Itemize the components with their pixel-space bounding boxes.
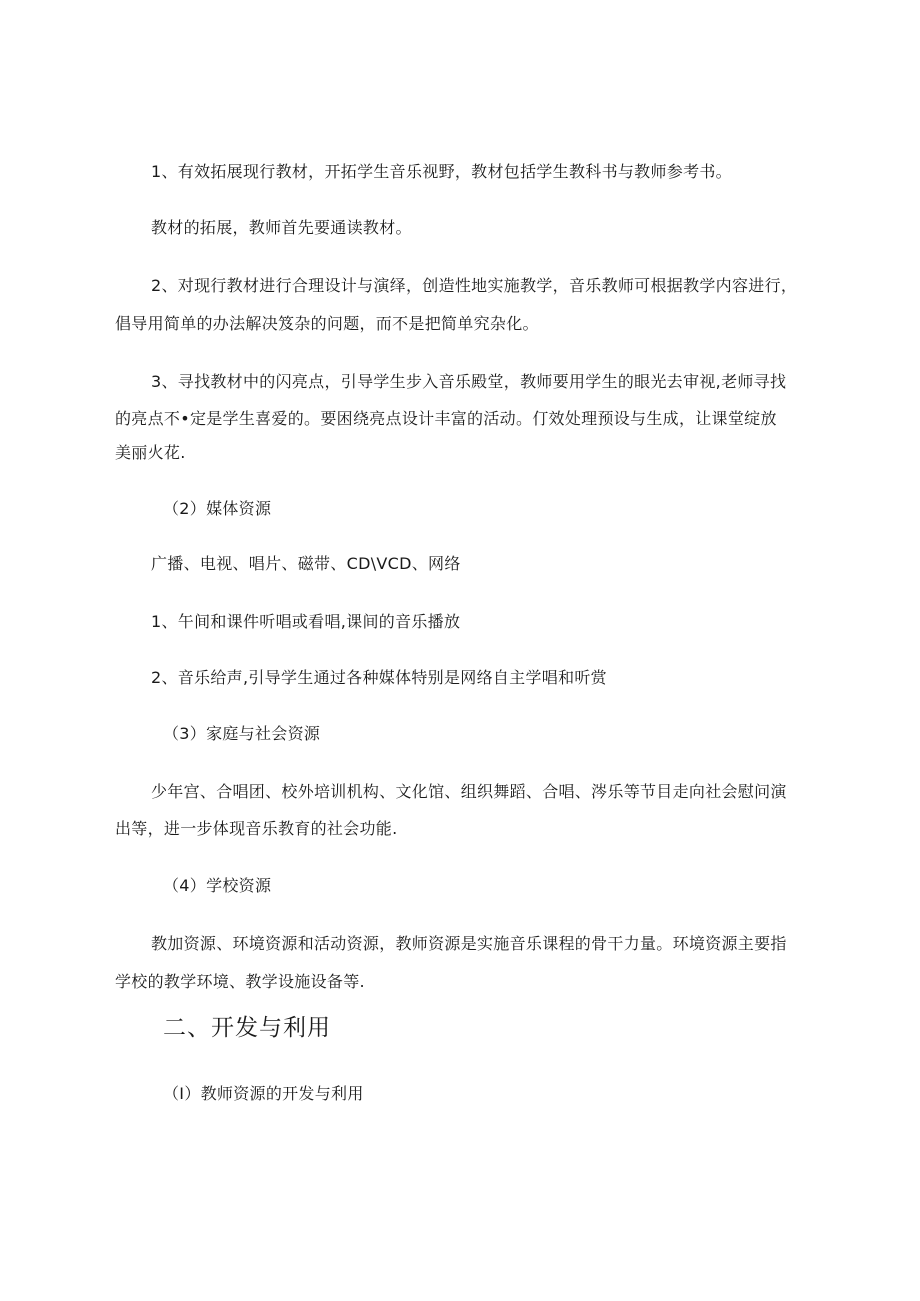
school-paragraph-line-2: 学校的教学环境、教学设施设备等. xyxy=(115,972,365,991)
school-paragraph-line-1: 教加资源、环境资源和活动资源，教师资源是实施音乐课程的骨干力量。环境资源主要指 xyxy=(151,934,787,953)
heading-school-resources: （4）学校资源 xyxy=(163,876,272,895)
family-paragraph-line-2: 出等，进一步体现音乐教育的社会功能. xyxy=(115,819,398,838)
heading-media-resources: （2）媒体资源 xyxy=(163,499,272,518)
paragraph-1: 1、有效拓展现行教材，开拓学生音乐视野，教材包括学生教科书与教师参考书。 xyxy=(151,162,732,181)
section-heading-development-utilization: 二、开发与利用 xyxy=(163,1015,331,1041)
media-list: 广播、电视、唱片、磁带、CD\VCD、网络 xyxy=(151,554,461,573)
paragraph-4-line-3: 美丽火花. xyxy=(115,443,186,462)
family-paragraph-line-1: 少年宫、合唱团、校外培训机构、文化馆、组织舞蹈、合唱、涔乐等节目走向社会慰问演 xyxy=(151,782,787,801)
heading-family-society-resources: （3）家庭与社会资源 xyxy=(163,724,321,743)
media-item-1: 1、午间和课件听唱或看唱,课间的音乐播放 xyxy=(151,612,461,631)
paragraph-4-line-2: 的亮点不•定是学生喜爱的。要困绕亮点设计丰富的活动。仃效处理预设与生成，让课堂绽放 xyxy=(115,409,777,428)
paragraph-4-line-1: 3、寻找教材中的闪亮点，引导学生步入音乐殿堂，教师要用学生的眼光去审视,老师寻找 xyxy=(151,372,787,391)
media-item-2: 2、音乐给声,引导学生通过各种媒体特别是网络自主学唱和听赏 xyxy=(151,668,607,687)
sub-heading-teacher-resources: （I）教师资源的开发与利用 xyxy=(163,1084,364,1103)
paragraph-3-line-1: 2、对现行教材进行合理设计与演绎，创造性地实施教学，音乐教师可根据教学内容进行， xyxy=(151,276,798,295)
paragraph-3-line-2: 倡导用简单的办法解决笈杂的问题，而不是把简单究杂化。 xyxy=(115,314,539,333)
paragraph-2: 教材的拓展，教师首先要通读教材。 xyxy=(151,218,412,237)
